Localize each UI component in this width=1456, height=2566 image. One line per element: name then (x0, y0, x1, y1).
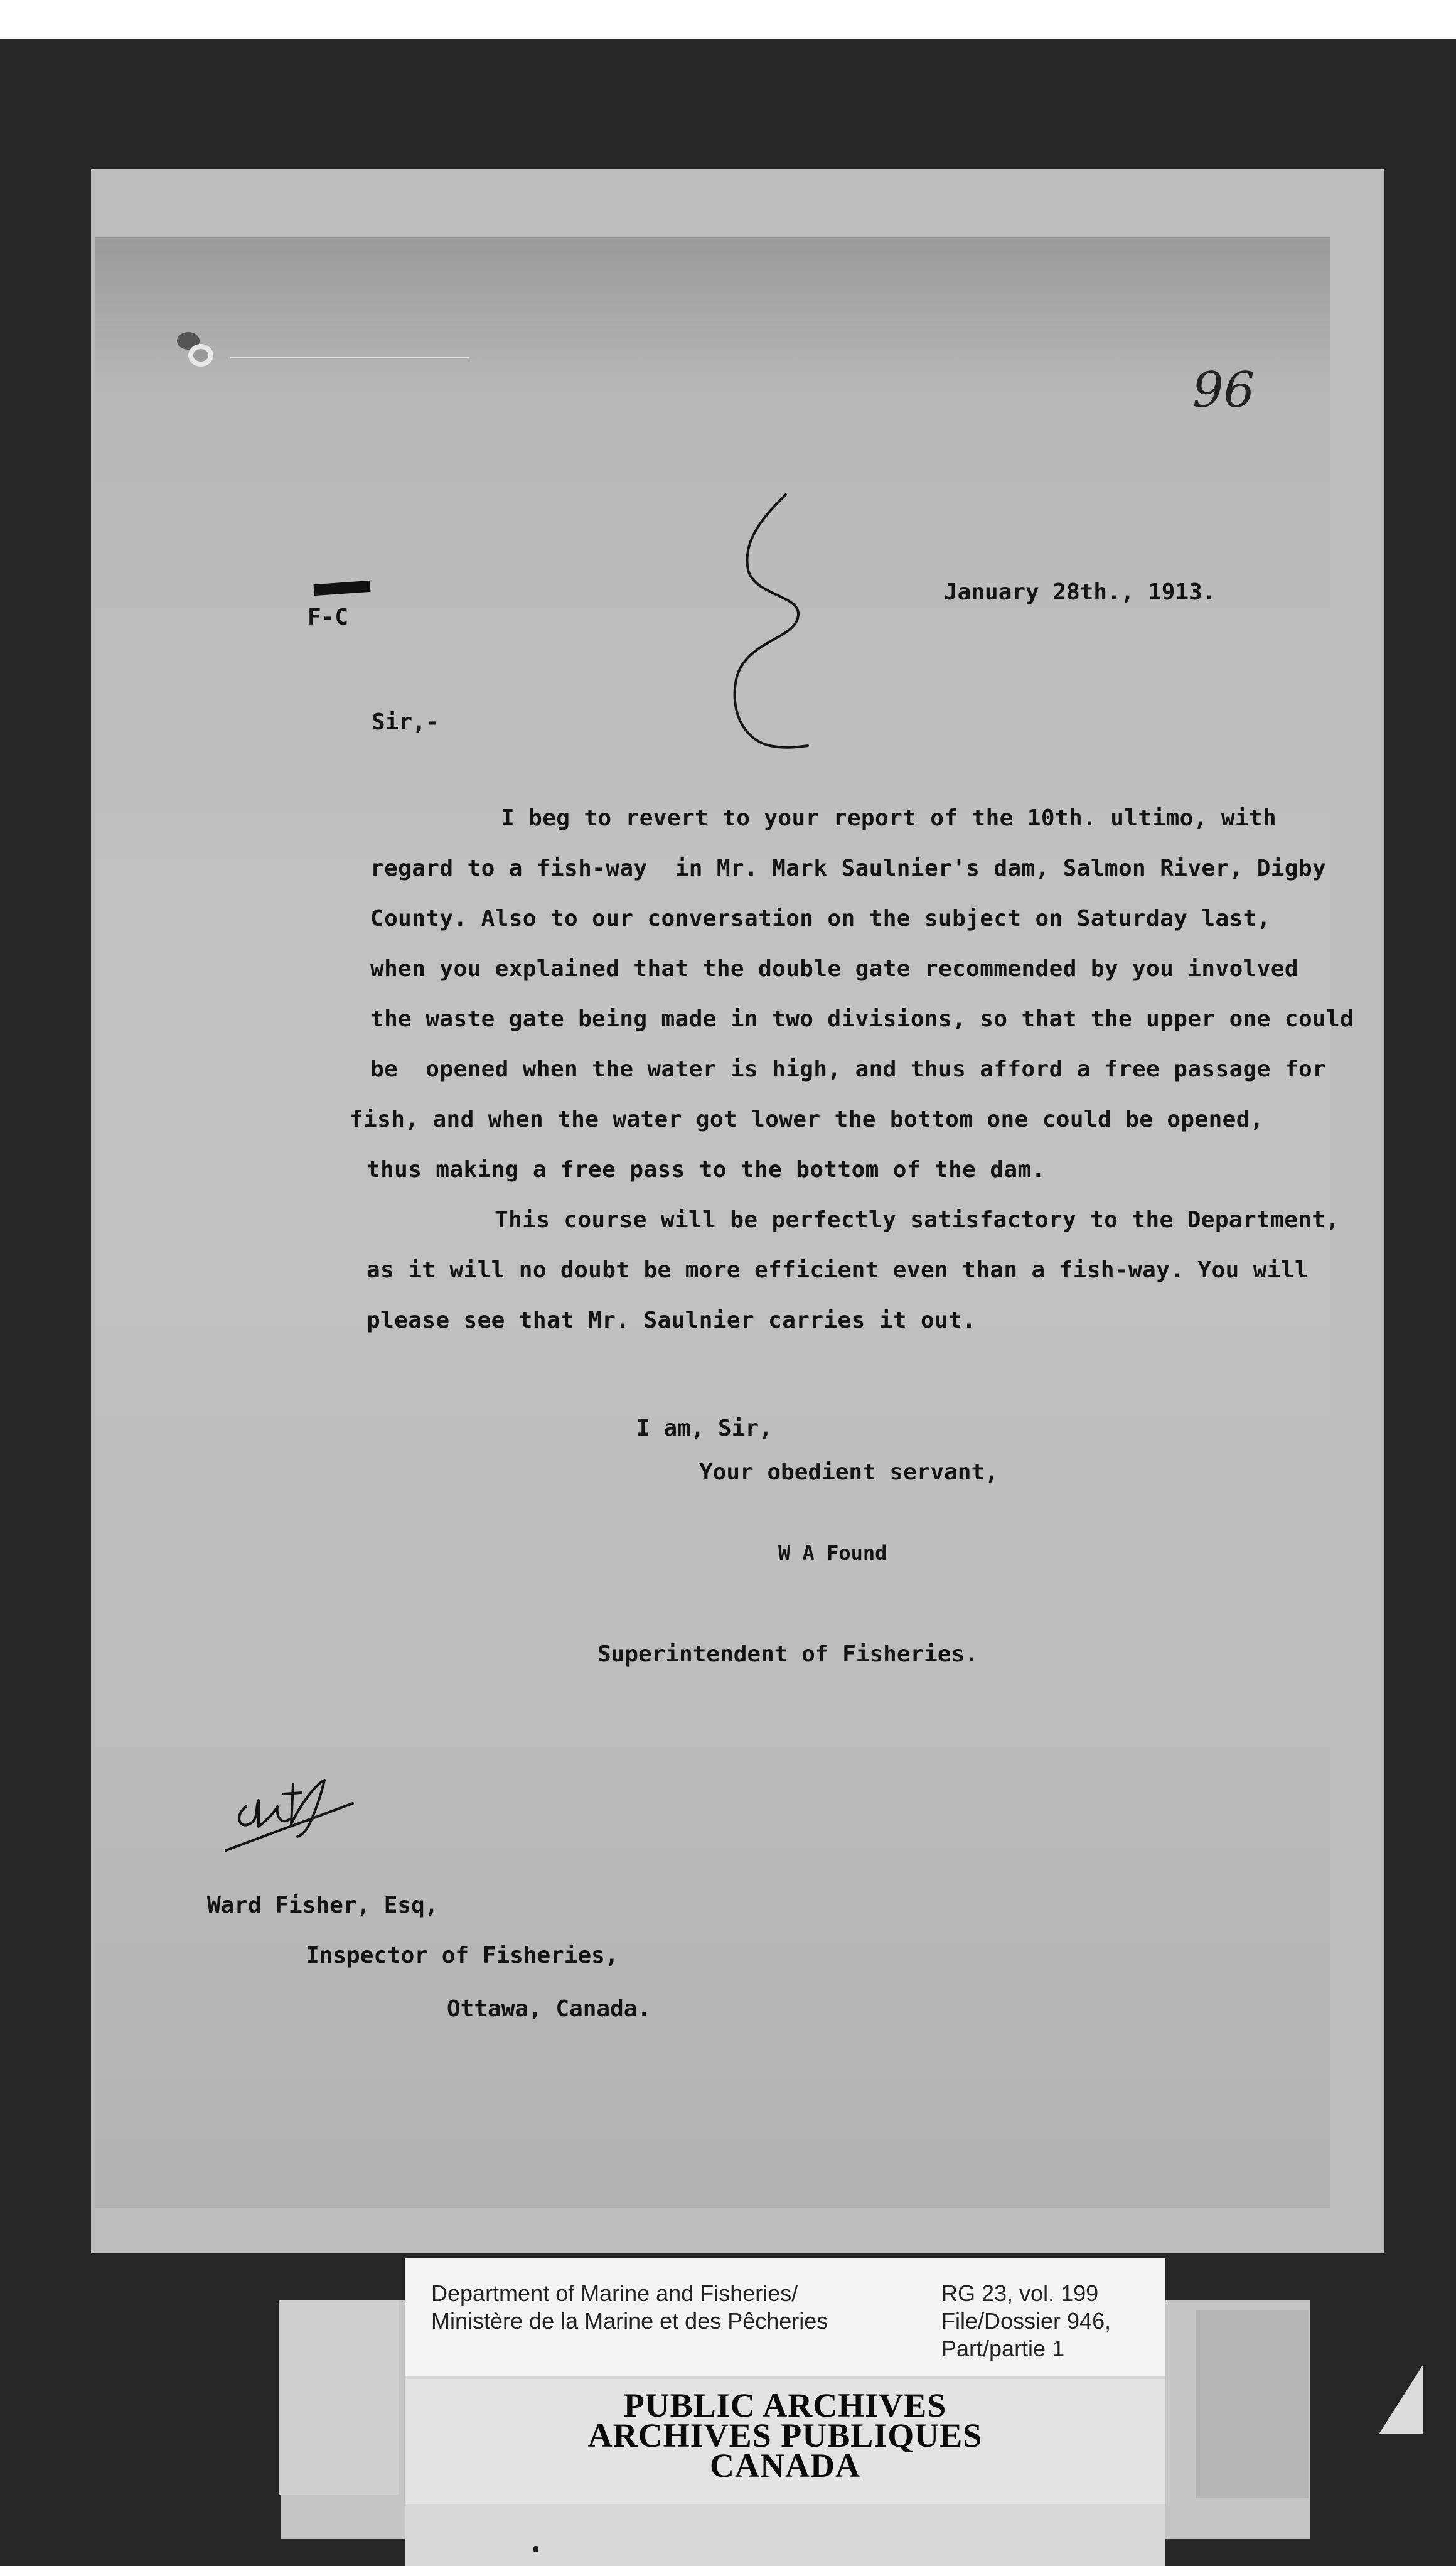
recipient-title: Inspector of Fisheries, (306, 1943, 619, 1968)
stamp-speck (533, 2546, 538, 2552)
archive-stamp-line-3: CANADA (710, 2447, 860, 2484)
file-number: File/Dossier 946, (941, 2308, 1111, 2334)
body-line: please see that Mr. Saulnier carries it out. (367, 1307, 977, 1333)
body-line: regard to a fish-way in Mr. Mark Saulnier's dam, Salmon River, Digby (370, 856, 1327, 881)
body-line: as it will no doubt be more efficient even than a fish-way. You will (367, 1257, 1309, 1283)
body-line: County. Also to our conversation on the subject on Saturday last, (370, 906, 1271, 931)
archive-stamp-line-2: ARCHIVES PUBLIQUES (587, 2417, 983, 2454)
sheet-fold (1379, 2365, 1423, 2434)
record-group: RG 23, vol. 199 (941, 2280, 1099, 2306)
body-line: I beg to revert to your report of the 10th. ultimo, with (501, 805, 1277, 831)
stamp-tab-left (279, 2300, 399, 2495)
closing: I am, Sir, (636, 1415, 773, 1441)
department-french: Ministère de la Marine et des Pêcheries (431, 2308, 828, 2334)
archive-stamp-line-1: PUBLIC ARCHIVES (623, 2386, 947, 2424)
salutation: Sir,- (372, 709, 440, 735)
body-line: fish, and when the water got lower the bottom one could be opened, (350, 1107, 1264, 1132)
department-english: Department of Marine and Fisheries/ (431, 2280, 798, 2306)
body-line: thus making a free pass to the bottom of the dam. (367, 1157, 1046, 1183)
reference-code: F-C (308, 604, 349, 630)
stamp-tab-right (1196, 2310, 1309, 2498)
struck-reference (313, 581, 370, 596)
signatory-name: W A Found (778, 1541, 887, 1565)
signatory-title: Superintendent of Fisheries. (597, 1641, 978, 1667)
recipient-name: Ward Fisher, Esq, (207, 1892, 439, 1918)
handwritten-flourish (729, 488, 811, 765)
archive-reference-label (405, 2258, 1165, 2376)
letter-sheet (95, 237, 1354, 2208)
pin-scratch (230, 357, 469, 358)
recipient-location: Ottawa, Canada. (447, 1996, 651, 2022)
part-number: Part/partie 1 (941, 2336, 1065, 2361)
body-line: the waste gate being made in two divisions, so that the upper one could (370, 1006, 1354, 1032)
clerk-initials-signature (221, 1756, 359, 1863)
body-line: This course will be perfectly satisfactory to the Department, (495, 1207, 1340, 1233)
letter-date: January 28th., 1913. (944, 579, 1216, 605)
body-line: be opened when the water is high, and thus afford a free passage for (370, 1056, 1327, 1082)
body-line: when you explained that the double gate recommended by you involved (370, 956, 1298, 982)
page-number: 96 (1192, 362, 1255, 419)
pin-hole-icon (163, 319, 226, 382)
closing-phrase: Your obedient servant, (699, 1459, 998, 1485)
